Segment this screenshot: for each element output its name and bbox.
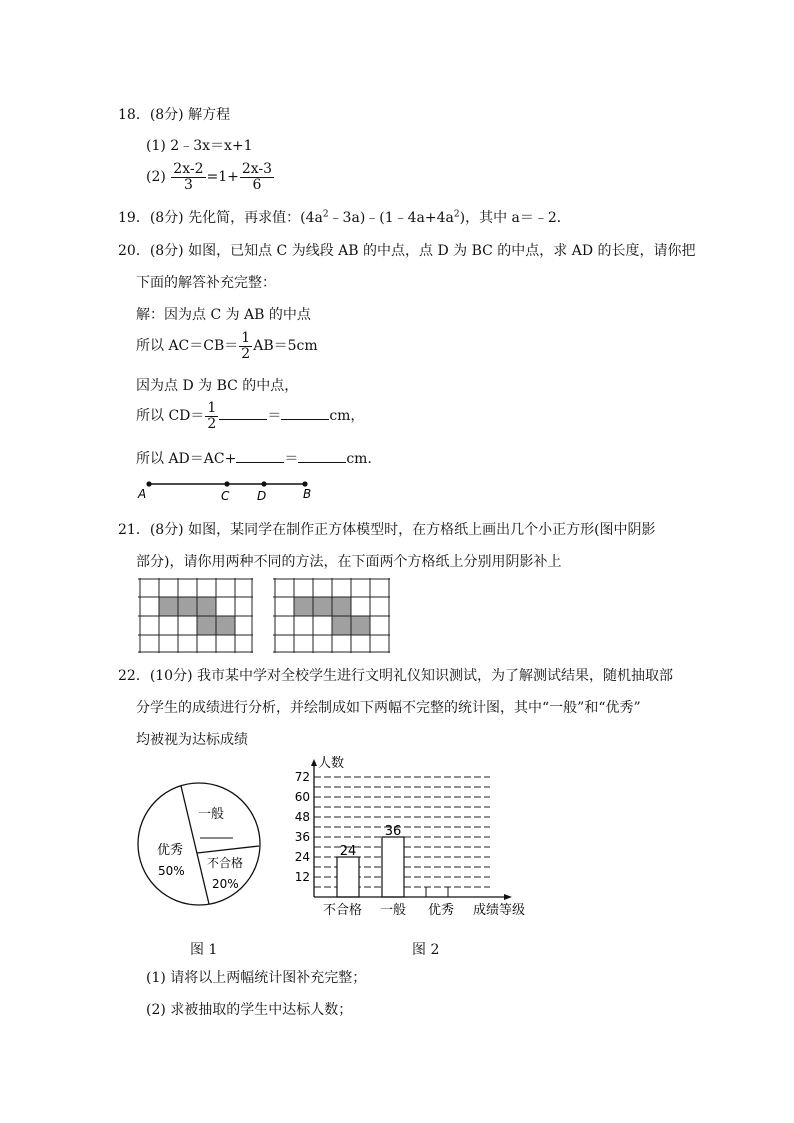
y-tick-label: 48 bbox=[294, 810, 310, 824]
q20-sol5 bbox=[136, 448, 381, 468]
q18-frac2-num: 2x-3 bbox=[241, 161, 273, 177]
q19-heading: 19．(8分) 先化简，再求值： bbox=[118, 210, 301, 226]
bar-1 bbox=[382, 837, 404, 897]
bar-data-label: 36 bbox=[384, 824, 402, 839]
q20-half-2 bbox=[205, 401, 218, 431]
segment-diagram bbox=[130, 476, 330, 504]
x-tick-label: 一般 bbox=[380, 903, 407, 918]
shaded-square bbox=[178, 597, 197, 616]
q20-sol4 bbox=[136, 401, 364, 431]
q20-sol2-a: 所以 AC＝CB＝ bbox=[136, 338, 239, 355]
pie-pct-youxiu: 50% bbox=[158, 864, 185, 878]
q18-part1: (1) 2﹣3x＝x+1 bbox=[146, 138, 253, 154]
q20-line1: 20．(8分) 如图，已知点 C 为线段 AB 的中点，点 D 为 BC 的中点，求 AD 的长度，请你把 bbox=[118, 243, 696, 259]
figure-2-caption: 图 2 bbox=[412, 942, 440, 958]
x-axis-label: 成绩等级 bbox=[473, 903, 526, 918]
answer-blank[interactable] bbox=[219, 419, 267, 420]
point-d bbox=[261, 481, 266, 486]
q19-expr-c: )，其中 a＝﹣2． bbox=[459, 210, 571, 226]
figure-1-caption: 图 1 bbox=[190, 942, 218, 958]
shaded-square bbox=[332, 597, 351, 616]
grid-lines bbox=[273, 578, 390, 653]
q18-frac2-den: 6 bbox=[252, 176, 262, 193]
q18-heading: 18．(8分) 解方程 bbox=[118, 107, 231, 123]
q18-frac1-den: 3 bbox=[183, 176, 193, 193]
y-tick-label: 24 bbox=[294, 850, 310, 864]
half1-num: 1 bbox=[241, 330, 251, 346]
shaded-square bbox=[197, 597, 216, 616]
q22-line2: 分学生的成绩进行分析，并绘制成如下两幅不完整的统计图，其中“一般”和“优秀” bbox=[136, 700, 641, 716]
shaded-square bbox=[332, 616, 351, 635]
y-axis-label: 人数 bbox=[318, 756, 345, 771]
y-tick-label: 60 bbox=[294, 790, 310, 804]
bar-yticks bbox=[295, 770, 310, 884]
shaded-square bbox=[159, 597, 178, 616]
point-c bbox=[224, 481, 229, 486]
x-tick-label: 优秀 bbox=[428, 903, 455, 918]
pie-chart bbox=[130, 780, 270, 910]
shaded-square bbox=[313, 597, 332, 616]
label-c: C bbox=[221, 489, 230, 503]
answer-blank[interactable] bbox=[236, 462, 284, 463]
q20-line2: 下面的解答补充完整： bbox=[136, 275, 276, 291]
label-d: D bbox=[257, 489, 267, 503]
q19-expr-a: (4a bbox=[300, 210, 323, 226]
grid-paper-2[interactable] bbox=[273, 578, 390, 653]
half1-den: 2 bbox=[241, 345, 251, 362]
answer-blank[interactable] bbox=[298, 462, 346, 463]
q20-sol1: 解：因为点 C 为 AB 的中点 bbox=[136, 307, 311, 323]
bar-data-label: 24 bbox=[339, 844, 357, 859]
q19-sup-2: 2 bbox=[453, 209, 460, 220]
point-a bbox=[146, 481, 151, 486]
y-axis-arrow bbox=[311, 759, 317, 766]
q18-fraction-1 bbox=[171, 162, 205, 192]
half2-den: 2 bbox=[207, 415, 217, 432]
bar-chart bbox=[285, 748, 535, 922]
q18-frac1-num: 2x-2 bbox=[173, 161, 204, 177]
shaded-square bbox=[216, 616, 235, 635]
q19-sup-1: 2 bbox=[322, 209, 329, 220]
q21-line1: 21．(8分) 如图，某同学在制作正方体模型时，在方格纸上画出几个小正方形(图中阴影 bbox=[118, 522, 656, 538]
q22-line1: 22．(10分) 我市某中学对全校学生进行文明礼仪知识测试，为了解测试结果，随机抽取部 bbox=[118, 668, 674, 684]
q22-sub1: (1) 请将以上两幅统计图补充完整； bbox=[146, 970, 367, 986]
q20-sol4-c: cm， bbox=[329, 408, 365, 425]
q20-sol2-b: AB＝5cm bbox=[253, 338, 318, 355]
q20-sol4-b: ＝ bbox=[267, 408, 282, 425]
q21-line2: 部分)，请你用两种不同的方法，在下面两个方格纸上分别用阴影补上 bbox=[136, 554, 562, 570]
q20-sol4-a: 所以 CD＝ bbox=[136, 408, 205, 425]
q19 bbox=[118, 207, 571, 227]
y-tick-label: 36 bbox=[294, 830, 310, 844]
q18-fraction-2 bbox=[240, 162, 274, 192]
shaded-square bbox=[294, 597, 313, 616]
pie-pct-buhege: 20% bbox=[212, 877, 239, 891]
shaded-square bbox=[351, 616, 370, 635]
y-tick-label: 72 bbox=[294, 770, 310, 784]
pie-label-youxiu: 优秀 bbox=[157, 843, 184, 858]
half2-num: 1 bbox=[207, 400, 217, 416]
grid-paper-1[interactable] bbox=[138, 578, 253, 653]
label-a: A bbox=[138, 487, 147, 501]
grid-lines bbox=[138, 578, 253, 653]
shaded-square bbox=[197, 616, 216, 635]
q22-sub2: (2) 求被抽取的学生中达标人数； bbox=[146, 1002, 353, 1018]
bar-marks bbox=[337, 824, 448, 897]
answer-blank[interactable] bbox=[281, 419, 329, 420]
q20-sol5-a: 所以 AD＝AC+ bbox=[136, 451, 237, 467]
x-axis-arrow bbox=[504, 894, 512, 900]
x-tick-label: 不合格 bbox=[323, 903, 363, 918]
bar-0 bbox=[337, 857, 359, 897]
q18-part2 bbox=[146, 162, 275, 192]
q20-sol3: 因为点 D 为 BC 的中点， bbox=[136, 378, 299, 394]
point-b bbox=[302, 481, 307, 486]
y-tick-label: 12 bbox=[294, 870, 310, 884]
pie-label-yiban: 一般 bbox=[198, 807, 225, 822]
q20-half-1 bbox=[239, 331, 252, 361]
q18-part2-label: (2) bbox=[146, 169, 166, 186]
q20-sol2 bbox=[136, 331, 318, 361]
q18-part2-mid: =1+ bbox=[206, 169, 239, 186]
q20-sol5-c: cm． bbox=[346, 451, 382, 467]
pie-label-buhege: 不合格 bbox=[207, 856, 244, 870]
label-b: B bbox=[303, 487, 312, 501]
q19-expr-b: ﹣3a)﹣(1﹣4a+4a bbox=[328, 210, 454, 226]
q20-sol5-b: ＝ bbox=[284, 451, 299, 467]
q22-line3: 均被视为达标成绩 bbox=[136, 732, 248, 748]
